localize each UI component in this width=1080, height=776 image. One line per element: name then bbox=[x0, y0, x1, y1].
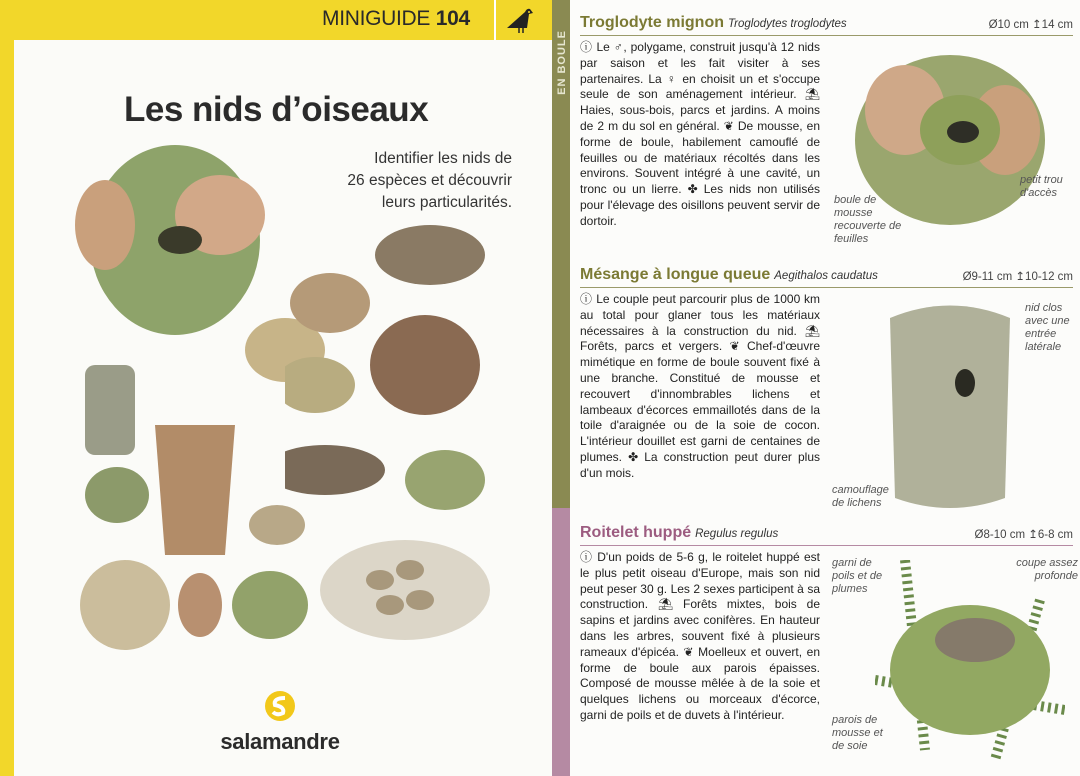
species-latin: Regulus regulus bbox=[695, 528, 779, 540]
bird-icon bbox=[505, 4, 535, 36]
annotation: petit trou d'accès bbox=[1020, 174, 1063, 199]
species-description: ⓘ D'un poids de 5-6 g, le roitelet huppé est le plus petit oiseau d'Europe, mais son nid peut peser 30 g. Les 2 sexes participent à sa construction. ⛱ Forêts mixtes, bois de sapins et jardins avec conifères. En hauteur dans les arbres, souvent fixé à plusieurs rameaux d'épicéa. ❦ Moelleux et ouvert, en forme de boule aux parois épaisses. Composé de mousse mêlée à de la soie et quelques lichens ou morceaux d'écorce, garni de poils et de duvets à l'intérieur. bbox=[580, 550, 820, 722]
species-name: Mésange à longue queue bbox=[580, 266, 771, 283]
species-size: Ø8-10 cm ↥6-8 cm bbox=[974, 529, 1073, 541]
species-description: ⓘ Le couple peut parcourir plus de 1000 km au total pour glaner tous les matériaux nécessaires à la construction du nid. ⛱ Forêts, parcs et vergers. ❦ Chef-d'œuvre mimétique en forme de boule souvent fixé à une branche. Constitué de mousse et recouvert d'innombrables lichens et lambeaux d'écorces emmaillotés dans de la toile d'araignée ou de la soie de cocon. L'intérieur douillet est garni de centaines de plumes. ✤ La construction peut durer plus d'un mois. bbox=[580, 292, 820, 480]
section-tab bbox=[552, 0, 570, 776]
subtitle-line: Identifier les nids de bbox=[374, 150, 512, 167]
species-header bbox=[580, 266, 1073, 288]
annotation: parois de mousse et de soie bbox=[832, 714, 883, 752]
series-number: 104 bbox=[435, 7, 470, 30]
salamandre-logo-icon bbox=[263, 690, 297, 722]
divider bbox=[494, 0, 496, 40]
series-name: MINIGUIDE bbox=[322, 7, 431, 30]
annotation: garni de poils et de plumes bbox=[832, 557, 883, 595]
section-tab-label: EN BOULE bbox=[556, 30, 568, 95]
species-size: Ø10 cm ↥14 cm bbox=[988, 19, 1073, 31]
series-label bbox=[322, 7, 470, 31]
annotation: nid clos avec une entrée latérale bbox=[1025, 302, 1070, 353]
nest-illustrations bbox=[45, 135, 325, 695]
species-latin: Troglodytes troglodytes bbox=[728, 18, 847, 30]
species-entry bbox=[580, 14, 1073, 264]
annotation: camouflage de lichens bbox=[832, 484, 889, 509]
section-tab-pink bbox=[552, 508, 570, 776]
cover-title: Les nids d’oiseaux bbox=[124, 90, 429, 129]
publisher-logo bbox=[200, 690, 360, 755]
subtitle-line: 26 espèces et découvrir bbox=[347, 172, 512, 189]
publisher-name: salamandre bbox=[220, 729, 340, 754]
species-size: Ø9-11 cm ↥10-12 cm bbox=[962, 271, 1073, 283]
species-header bbox=[580, 524, 1073, 546]
species-description: ⓘ Le ♂, polygame, construit jusqu'à 12 nids par saison et les fait visiter à ses partenaires. La ♀ en choisit un et s'occupe seule de son aménagement intérieur. ⛱ Haies, sous-bois, parcs et jardins. A moins de 2 m du sol en général. ❦ De mousse, en forme de boule, habilement camouflé de feuilles ou de matériaux récoltés dans les environs. Souvent intégré à une cavité, un tronc ou un lierre. ✤ Les nids non utilisés pour l'élevage des oisillons peuvent servir de dortoir. bbox=[580, 40, 820, 228]
species-entry bbox=[580, 524, 1078, 774]
species-name: Troglodyte mignon bbox=[580, 14, 724, 31]
goldcrest-nest-illustration bbox=[875, 560, 1065, 760]
species-entry bbox=[580, 266, 1073, 516]
annotation: boule de mousse recouverte de feuilles bbox=[834, 194, 902, 245]
species-header bbox=[580, 14, 1073, 36]
species-latin: Aegithalos caudatus bbox=[774, 270, 878, 282]
annotation: coupe assez profonde bbox=[1016, 557, 1078, 582]
species-page bbox=[570, 0, 1080, 776]
subtitle-line: leurs particularités. bbox=[381, 194, 512, 211]
species-name: Roitelet huppé bbox=[580, 524, 692, 541]
nest-illustrations-right bbox=[285, 215, 495, 645]
